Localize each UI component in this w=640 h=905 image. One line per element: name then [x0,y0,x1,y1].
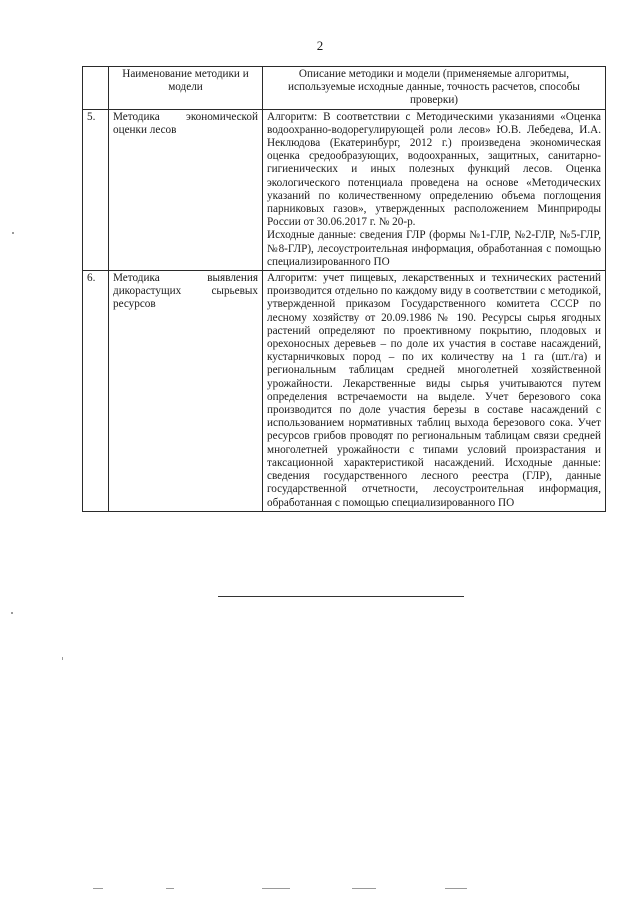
closing-rule [218,596,464,597]
description-algorithm: Алгоритм: В соответствии с Методическими указаниями «Оценка водоохранно-водорегулирующей роли лесов» Ю.В. Лебедева, И.А. Неклюдова (Екатеринбург, 2012 г.) произведена экономическая оценка средообразующих, водоохранных, защитных, санитарно-гигиенических и иных полезных функций лесов. Оценка экологического потенциала проведена на основе «Методических указаний по количественному определению объема поглощения парниковых газов», утвержденных расположением Минприроды России от 30.06.2017 г. № 20-р. [267,110,601,229]
scan-artifact [166,888,174,889]
scan-artifact [11,612,13,614]
page-number: 2 [316,38,324,53]
methods-table [82,66,606,512]
description-source-data: Исходные данные: сведения ГЛР (формы №1-ГЛР, №2-ГЛР, №5-ГЛР, №8-ГЛР), лесоустроительная информация, обработанная с помощью специализированного ПО [267,229,601,268]
method-name: Методика экономической оценки лесов [109,109,263,270]
scan-artifact [62,657,63,660]
method-description [263,109,606,270]
row-number: 6. [83,271,109,512]
description-algorithm: Алгоритм: учет пищевых, лекарственных и технических растений производится отдельно по каждому виду в соответствии с методикой, утвержденной приказом Государственного комитета СССР по лесному хозяйству от 20.09.1986 № 190. Ресурсы сырья ягодных растений определяют по проективному покрытию, плодовых и орехоносных деревьев – по доле их участия в составе насаждений, кустарничковых пород – по их количеству на 1 га (шт./га) и региональным таблицам средней многолетней хозяйственной урожайности. Лекарственные виды сырья учитываются путем определения встречаемости на выделе. Учет березового сока производится по доле участия березы в составе насаждений с использованием нормативных таблиц выхода березового сока. Учет ресурсов грибов проводят по региональным таблицам связи средней многолетней урожайности с типами условий произрастания и таксационной характеристикой насаждений. Исходные данные: сведения государственного лесного реестра (ГЛР), данные государственной отчетности, лесоустроительная информация, обработанная с помощью специализированного ПО [267,272,601,509]
table-row [83,271,606,512]
header-name: Наименование методики и модели [109,67,263,110]
scan-artifact [12,232,14,234]
scan-artifact [445,888,467,889]
scan-artifact [93,888,103,889]
table-header-row [83,67,606,110]
scan-artifact [262,888,290,889]
scan-artifact [352,888,376,889]
header-description: Описание методики и модели (применяемые алгоритмы, используемые исходные данные, точность расчетов, способы проверки) [263,67,606,110]
method-description [263,271,606,512]
header-number [83,67,109,110]
row-number: 5. [83,109,109,270]
method-name: Методика выявления дикорастущих сырьевых ресурсов [109,271,263,512]
table-row [83,109,606,270]
